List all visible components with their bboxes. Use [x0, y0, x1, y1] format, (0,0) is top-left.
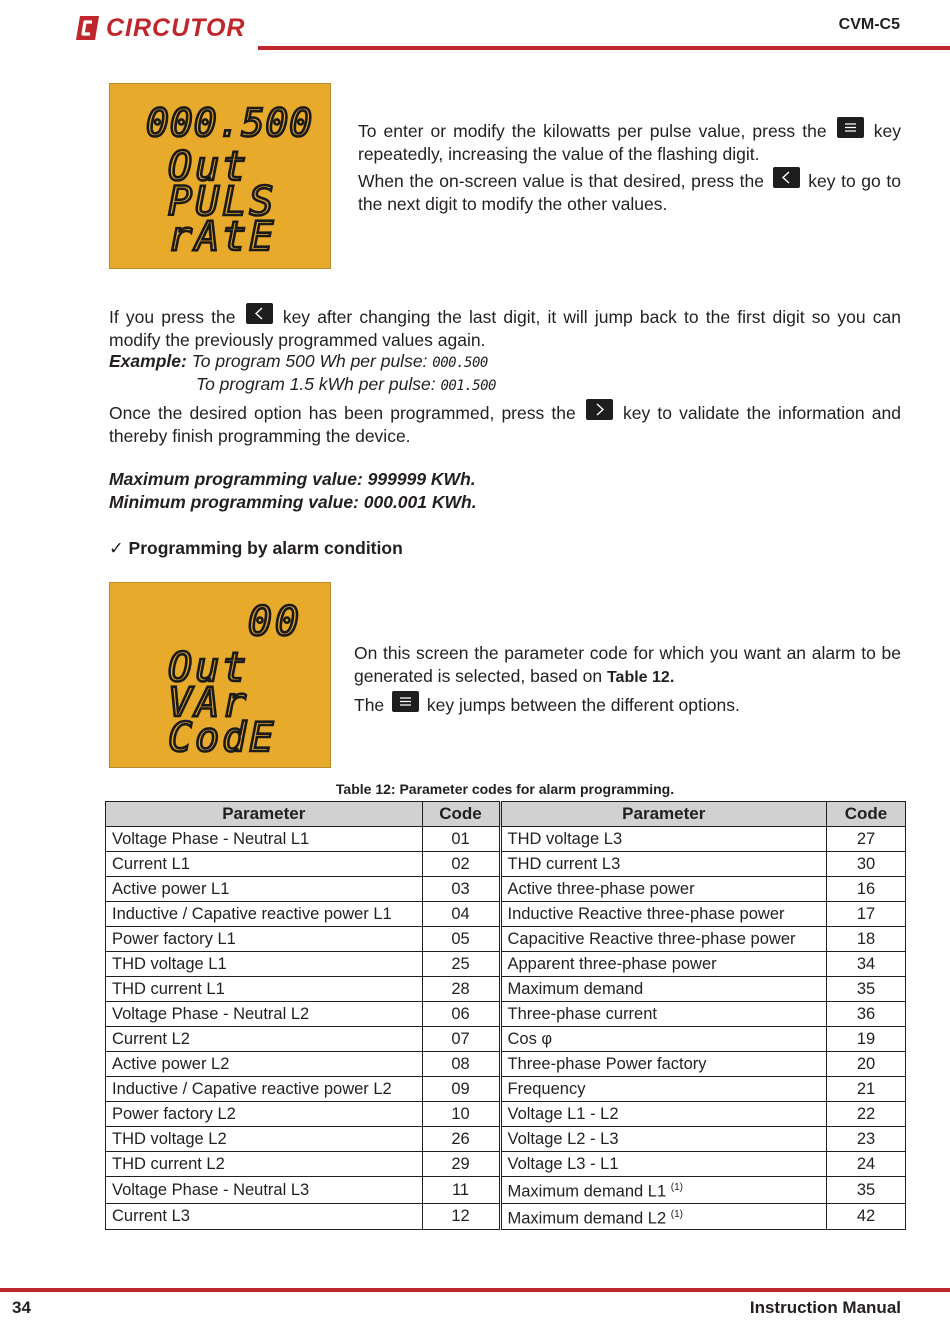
table-row: [106, 1152, 906, 1177]
code-cell: 22: [827, 1102, 906, 1127]
max-programming-value: Maximum programming value: 999999 KWh.: [109, 469, 476, 489]
code-cell: 12: [422, 1203, 500, 1230]
parameter-cell: Inductive Reactive three-phase power: [500, 902, 827, 927]
intro-text: When the on-screen value is that desired, press the: [358, 171, 764, 191]
code-cell: 03: [422, 877, 500, 902]
table-row: [106, 1177, 906, 1204]
column-header-code: Code: [422, 802, 500, 827]
table-row: [106, 1027, 906, 1052]
parameter-cell: THD current L1: [106, 977, 423, 1002]
parameter-cell: Active three-phase power: [500, 877, 827, 902]
code-cell: 11: [422, 1177, 500, 1204]
parameter-cell: Active power L2: [106, 1052, 423, 1077]
column-header-parameter: Parameter: [500, 802, 827, 827]
parameter-cell: Maximum demand L1 $^{(1)}$: [500, 1177, 827, 1204]
lcd-line: 00: [247, 599, 302, 645]
code-cell: 36: [827, 1002, 906, 1027]
code-cell: 20: [827, 1052, 906, 1077]
body-text: key to validate the information and thereby finish programming the device.: [109, 403, 901, 446]
header-rule: [258, 46, 950, 50]
checkmark-icon: ✓: [109, 538, 124, 558]
footer-rule: [0, 1288, 950, 1292]
code-cell: 18: [827, 927, 906, 952]
example-line-2: [196, 373, 496, 398]
table-row: [106, 827, 906, 852]
parameter-cell: Current L2: [106, 1027, 423, 1052]
alarm-text: key jumps between the different options.: [426, 695, 740, 715]
parameter-cell: Voltage L3 - L1: [500, 1152, 827, 1177]
parameter-cell: Inductive / Capative reactive power L1: [106, 902, 423, 927]
table-row: [106, 952, 906, 977]
parameter-cell: Three-phase current: [500, 1002, 827, 1027]
parameter-cell: Active power L1: [106, 877, 423, 902]
intro-paragraph-2: [358, 167, 901, 216]
lcd-line: Out: [168, 144, 250, 190]
parameter-cell: THD current L2: [106, 1152, 423, 1177]
example-line-1: [109, 350, 488, 375]
code-cell: 08: [422, 1052, 500, 1077]
model-name: CVM-C5: [838, 16, 900, 33]
code-cell: 16: [827, 877, 906, 902]
table-caption: Table 12: Parameter codes for alarm programming.: [335, 781, 675, 797]
min-programming-value: Minimum programming value: 000.001 KWh.: [109, 492, 477, 512]
lcd-display-pulse-rate: [109, 83, 331, 269]
alarm-text: The: [354, 695, 385, 715]
body-paragraph-3: [109, 303, 901, 352]
parameter-cell: THD current L3: [500, 852, 827, 877]
parameter-cell: THD voltage L1: [106, 952, 423, 977]
lcd-line: PULS: [168, 179, 277, 225]
code-cell: 06: [422, 1002, 500, 1027]
table-row: [106, 877, 906, 902]
table-row: [106, 977, 906, 1002]
parameter-cell: Three-phase Power factory: [500, 1052, 827, 1077]
parameter-cell: Voltage Phase - Neutral L1: [106, 827, 423, 852]
parameter-cell: Apparent three-phase power: [500, 952, 827, 977]
parameter-cell: Voltage Phase - Neutral L2: [106, 1002, 423, 1027]
parameter-cell: Current L3: [106, 1203, 423, 1230]
example-lcd-value: 000.500: [432, 355, 488, 371]
table-row: [106, 927, 906, 952]
alarm-text: On this screen the parameter code for which you want an alarm to be generated is selected, based on: [354, 643, 901, 686]
parameter-codes-table: [105, 801, 906, 1230]
column-header-code: Code: [827, 802, 906, 827]
table-row: [106, 1127, 906, 1152]
lcd-line: Out: [168, 645, 250, 691]
code-cell: 09: [422, 1077, 500, 1102]
parameter-cell: Power factory L2: [106, 1102, 423, 1127]
parameter-cell: Frequency: [500, 1077, 827, 1102]
page-number: 34: [12, 1298, 31, 1317]
parameter-cell: THD voltage L3: [500, 827, 827, 852]
code-cell: 42: [827, 1203, 906, 1230]
example-text: To program 1.5 kWh per pulse:: [196, 374, 436, 394]
code-cell: 29: [422, 1152, 500, 1177]
alarm-paragraph-1: [354, 642, 901, 689]
table-row: [106, 1102, 906, 1127]
column-header-parameter: Parameter: [106, 802, 423, 827]
code-cell: 19: [827, 1027, 906, 1052]
right-key-icon: [586, 399, 613, 420]
parameter-cell: Current L1: [106, 852, 423, 877]
code-cell: 05: [422, 927, 500, 952]
code-cell: 35: [827, 977, 906, 1002]
intro-text: key repeatedly, increasing the value of the flashing digit.: [358, 121, 901, 164]
table-header-row: [106, 802, 906, 827]
table-row: [106, 1077, 906, 1102]
code-cell: 07: [422, 1027, 500, 1052]
table-row: [106, 1203, 906, 1230]
body-text: If you press the: [109, 307, 236, 327]
code-cell: 24: [827, 1152, 906, 1177]
intro-text: To enter or modify the kilowatts per pulse value, press the: [358, 121, 827, 141]
menu-key-icon: [837, 117, 864, 138]
circutor-logo-icon: [72, 13, 102, 43]
table-row: [106, 1002, 906, 1027]
parameter-cell: Maximum demand: [500, 977, 827, 1002]
parameter-cell: Voltage L2 - L3: [500, 1127, 827, 1152]
circutor-logo: [72, 12, 245, 44]
code-cell: 27: [827, 827, 906, 852]
footnote-marker: (1): [670, 1182, 683, 1193]
parameter-cell: Cos φ: [500, 1027, 827, 1052]
body-paragraph-4: [109, 399, 901, 448]
example-label: Example:: [109, 351, 187, 371]
lcd-segment-screen: [110, 84, 330, 268]
parameter-cell: Maximum demand L2 $^{(1)}$: [500, 1203, 827, 1230]
table-row: [106, 902, 906, 927]
code-cell: 30: [827, 852, 906, 877]
section-title: Programming by alarm condition: [128, 538, 403, 558]
parameter-cell: THD voltage L2: [106, 1127, 423, 1152]
parameter-cell: Power factory L1: [106, 927, 423, 952]
code-cell: 23: [827, 1127, 906, 1152]
parameter-cell: Voltage L1 - L2: [500, 1102, 827, 1127]
section-heading: [109, 538, 403, 559]
parameter-cell: Inductive / Capative reactive power L2: [106, 1077, 423, 1102]
footnote-marker: (1): [670, 1208, 683, 1220]
code-cell: 26: [422, 1127, 500, 1152]
code-cell: 02: [422, 852, 500, 877]
table-body: [106, 827, 906, 1230]
table-reference: Table 12.: [606, 669, 675, 686]
parameter-cell: Capacitive Reactive three-phase power: [500, 927, 827, 952]
lcd-line: CodE: [168, 715, 277, 761]
lcd-line: VAr: [168, 680, 250, 726]
left-key-icon: [773, 167, 800, 188]
code-cell: 01: [422, 827, 500, 852]
parameter-cell: Voltage Phase - Neutral L3: [106, 1177, 423, 1204]
example-lcd-value: 001.500: [440, 378, 496, 394]
code-cell: 35: [827, 1177, 906, 1204]
code-cell: 28: [422, 977, 500, 1002]
lcd-segment-screen: [110, 583, 330, 767]
code-cell: 25: [422, 952, 500, 977]
code-cell: 21: [827, 1077, 906, 1102]
left-key-icon: [246, 303, 273, 324]
footer-title: Instruction Manual: [749, 1298, 901, 1317]
code-cell: 34: [827, 952, 906, 977]
lcd-display-var-code: [109, 582, 331, 768]
table-row: [106, 852, 906, 877]
body-text: key after changing the last digit, it will jump back to the first digit so you can modify the previously programmed values again.: [109, 307, 901, 350]
lcd-line: 000.500: [146, 101, 314, 145]
code-cell: 17: [827, 902, 906, 927]
body-text: Once the desired option has been programmed, press the: [109, 403, 576, 423]
code-cell: 04: [422, 902, 500, 927]
menu-key-icon: [392, 691, 419, 712]
code-cell: 10: [422, 1102, 500, 1127]
lcd-line: rAtE: [168, 214, 277, 260]
intro-text: key to go to the next digit to modify the other values.: [358, 171, 901, 214]
example-text: To program 500 Wh per pulse:: [191, 351, 428, 371]
intro-paragraph-1: [358, 117, 901, 166]
table-row: [106, 1052, 906, 1077]
logo-wordmark: CIRCUTOR: [106, 13, 246, 42]
alarm-paragraph-2: [354, 691, 901, 717]
